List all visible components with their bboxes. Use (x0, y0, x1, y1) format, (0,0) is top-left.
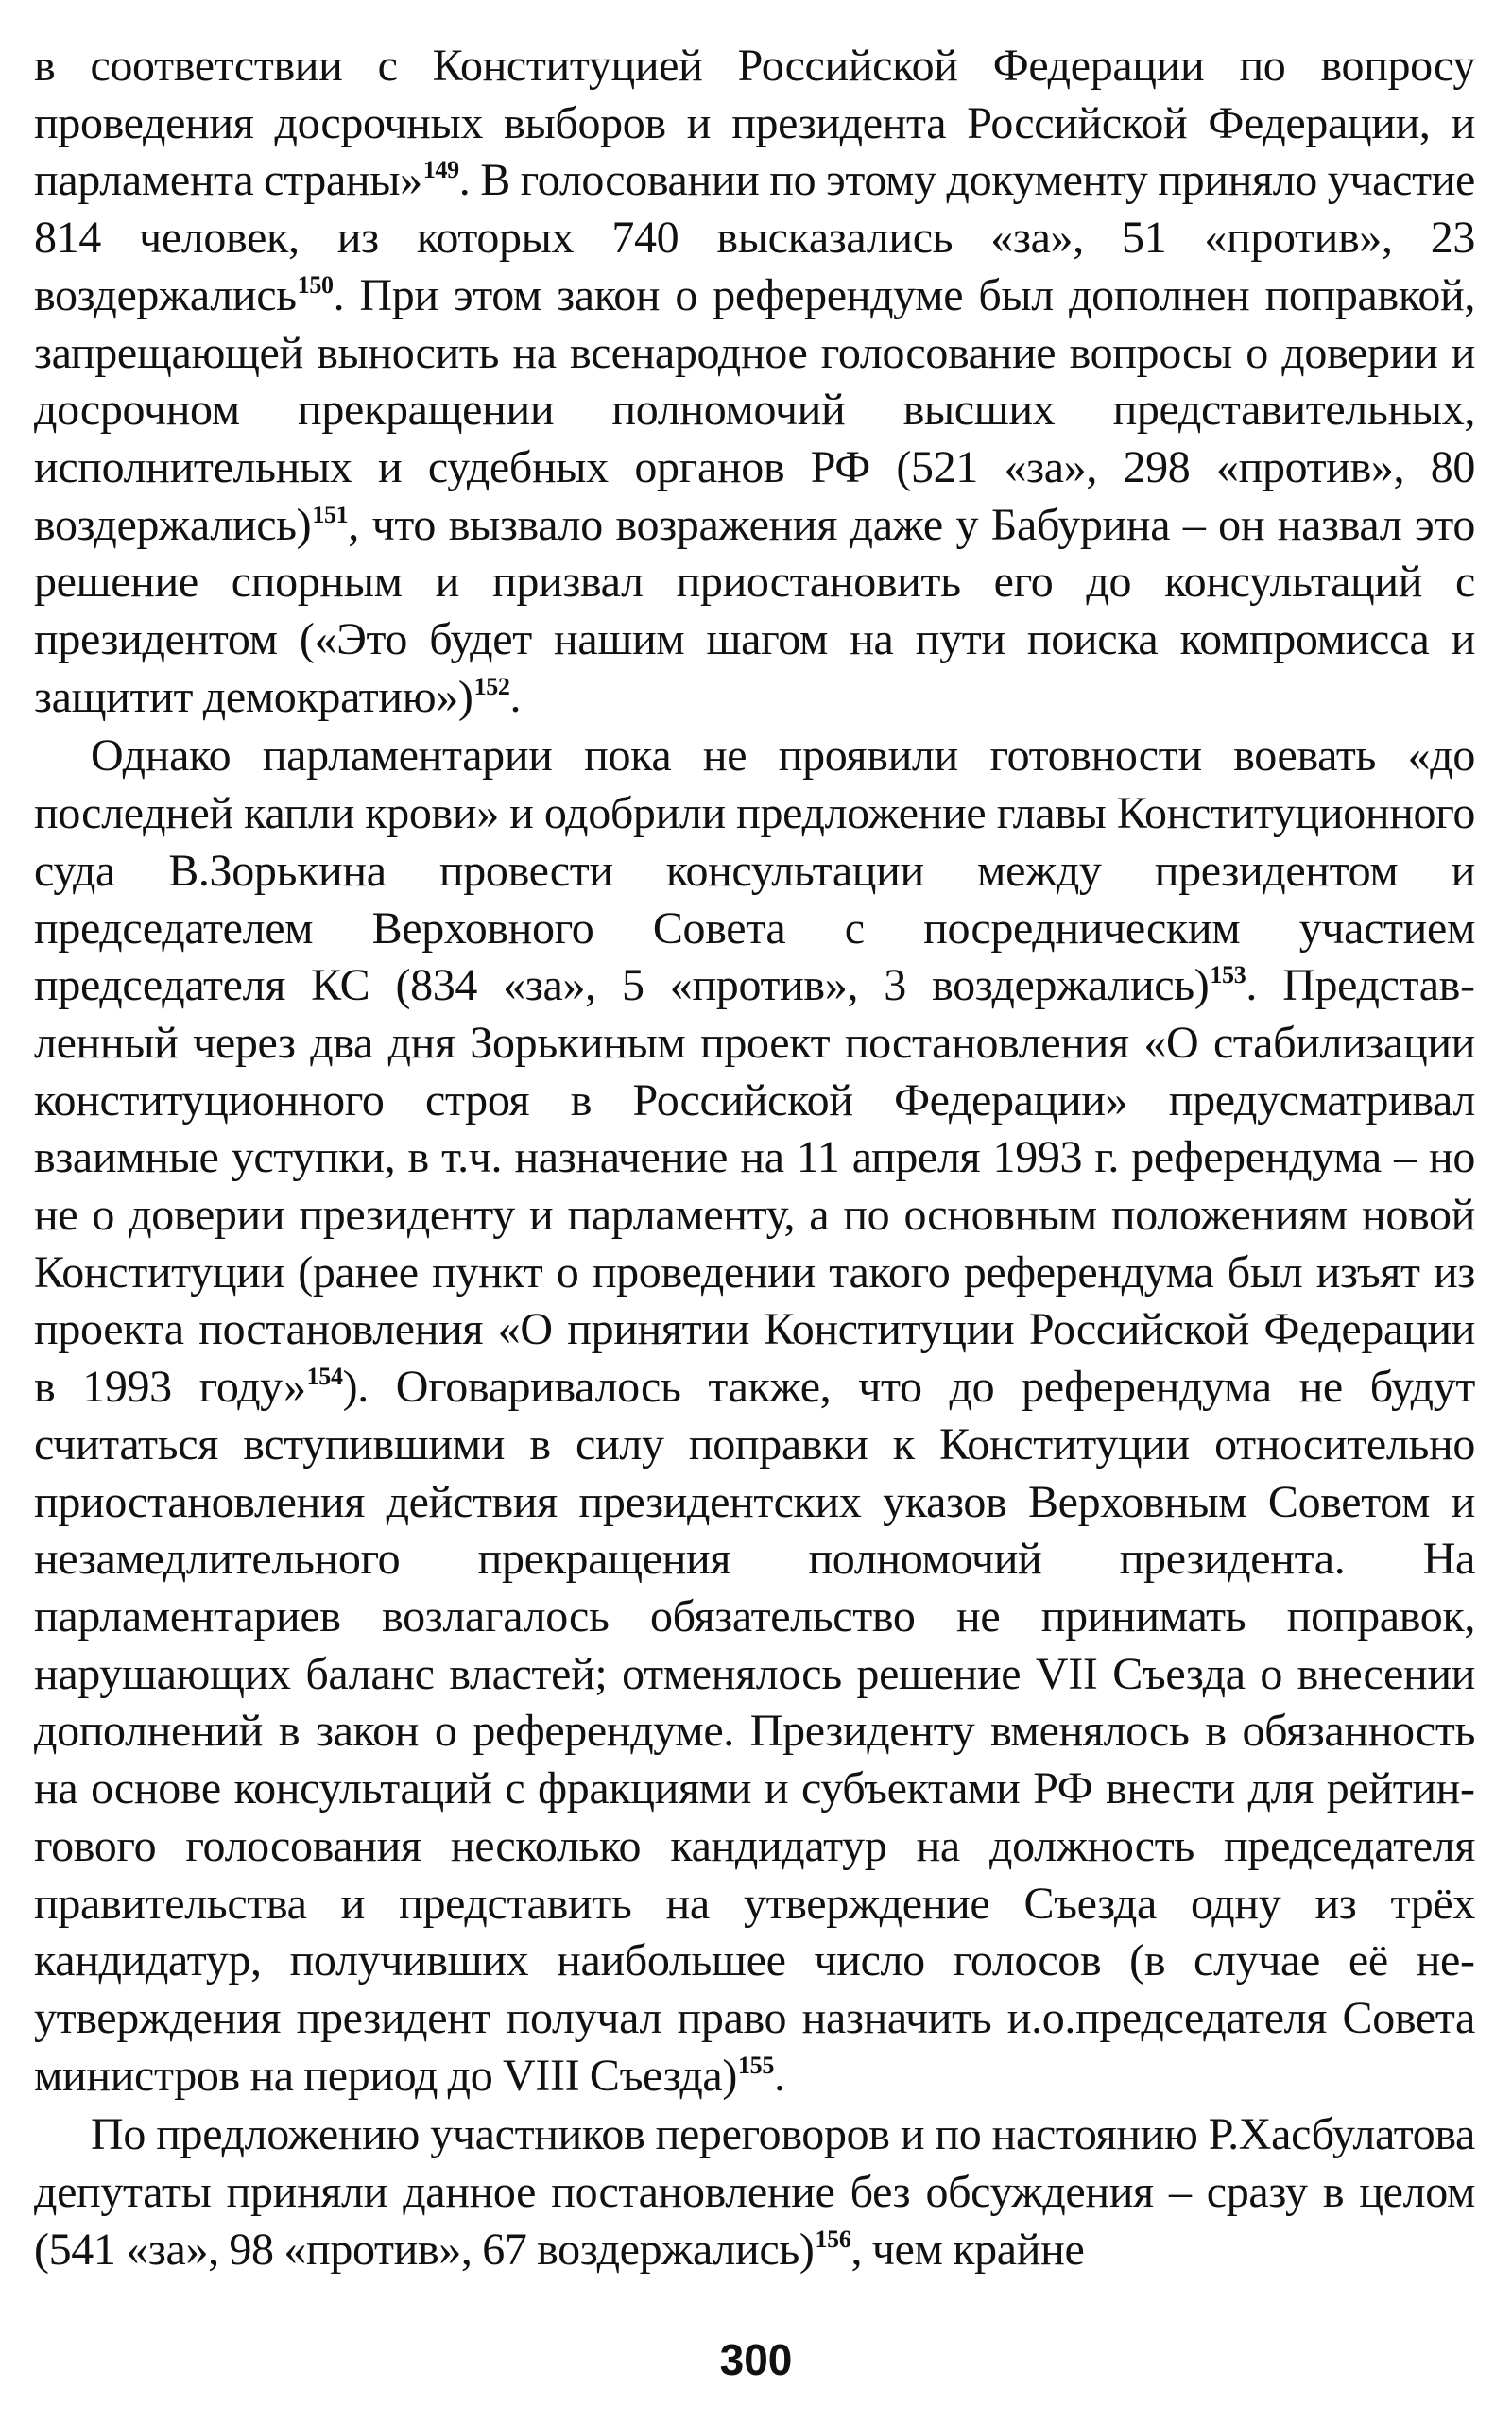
text-run: По предложению участников переговоров и по настоянию Р.Хасбулатова депутаты приняли данное постановление без обсуждения – сразу в целом (541 «за», 98 «против», 67 воздержались) (34, 2109, 1475, 2275)
text-run: . Представленный через два дня Зорькиным проект постановления «О стабилизации конституционного строя в Российской Федерации» предусматривал взаимные уступки, в т.ч. назначение на 11 апреля 1993 г. референдума – но не о доверии президенту и парламенту, а по основным положениям новой Конституции (ранее пункт о проведении такого референдума был изъят из проекта постановления «О принятии Конституции Российской Федерации в 1993 году» (34, 960, 1475, 1413)
footnote-ref: 153 (1210, 961, 1246, 989)
paragraph-2 (34, 728, 1475, 2105)
footnote-ref: 150 (297, 270, 334, 299)
text-run: Однако парламентарии пока не проявили готовности воевать «до последней капли крови» и одобрили предложение главы Конституционного суда В.Зорькина провести консультации между президентом и председателем Верховного Совета с посредническим участием председателя КС (834 «за», 5 «против», 3 воздержались) (34, 730, 1475, 1011)
footnote-ref: 154 (306, 1363, 343, 1391)
footnote-ref: 149 (422, 156, 459, 184)
footnote-ref: 151 (312, 500, 349, 528)
footnote-ref: 156 (815, 2225, 851, 2253)
paragraph-1 (34, 38, 1475, 726)
text-run: , чем крайне (850, 2224, 1085, 2275)
footnote-ref: 155 (738, 2051, 774, 2079)
page-text-body (34, 38, 1475, 2325)
text-run: . (509, 671, 522, 722)
footnote-ref: 152 (473, 672, 510, 700)
text-run: . (773, 2050, 785, 2101)
text-run: в соответствии с Конституцией Российской Федерации по вопросу проведения досрочных выборов и президента Российской Федерации, и парламента страны» (34, 41, 1475, 206)
paragraph-3 (34, 2106, 1475, 2278)
text-run: , что вызвало возражения даже у Бабурина – он назвал это решение спорным и призвал приостановить его до консультаций с президентом («Это будет нашим шагом на пути поиска компромисса и защитит демократию») (34, 499, 1475, 722)
page-number: 300 (719, 2335, 793, 2384)
text-run: ). Оговаривалось также, что до референдума не будут считаться вступившими в силу поправки к Конституции относительно приостановления действия президентских указов Верховным Советом и незамедлительного прекращения полномочий президента. На парламентариев возлагалось обязательство не принимать поправок, нарушающих баланс властей; отменялось решение VII Съезда о внесении дополнений в закон о референдуме. Президенту вменялось в обязанность на основе консультаций с фракциями и субъектами РФ внести для рейтингового голосования несколько кандидатур на должность председателя правительства и представить на утверждение Съезда одну из трёх кандидатур, получивших наибольшее число голосов (в случае её неутверждения президент получал право назначить и.о.председателя Совета министров на период до VIII Съезда) (34, 1362, 1475, 2101)
text-run: . При этом закон о референдуме был дополнен поправкой, запрещающей выносить на всенародное голосование вопросы о доверии и досрочном прекращении полномочий высших представительных, исполнительных и судебных органов РФ (521 «за», 298 «против», 80 воздержались) (34, 269, 1475, 550)
text-run: . В голосовании по этому документу приняло участие 814 человек, из которых 740 высказались «за», 51 «против», 23 воздержались (34, 155, 1475, 320)
